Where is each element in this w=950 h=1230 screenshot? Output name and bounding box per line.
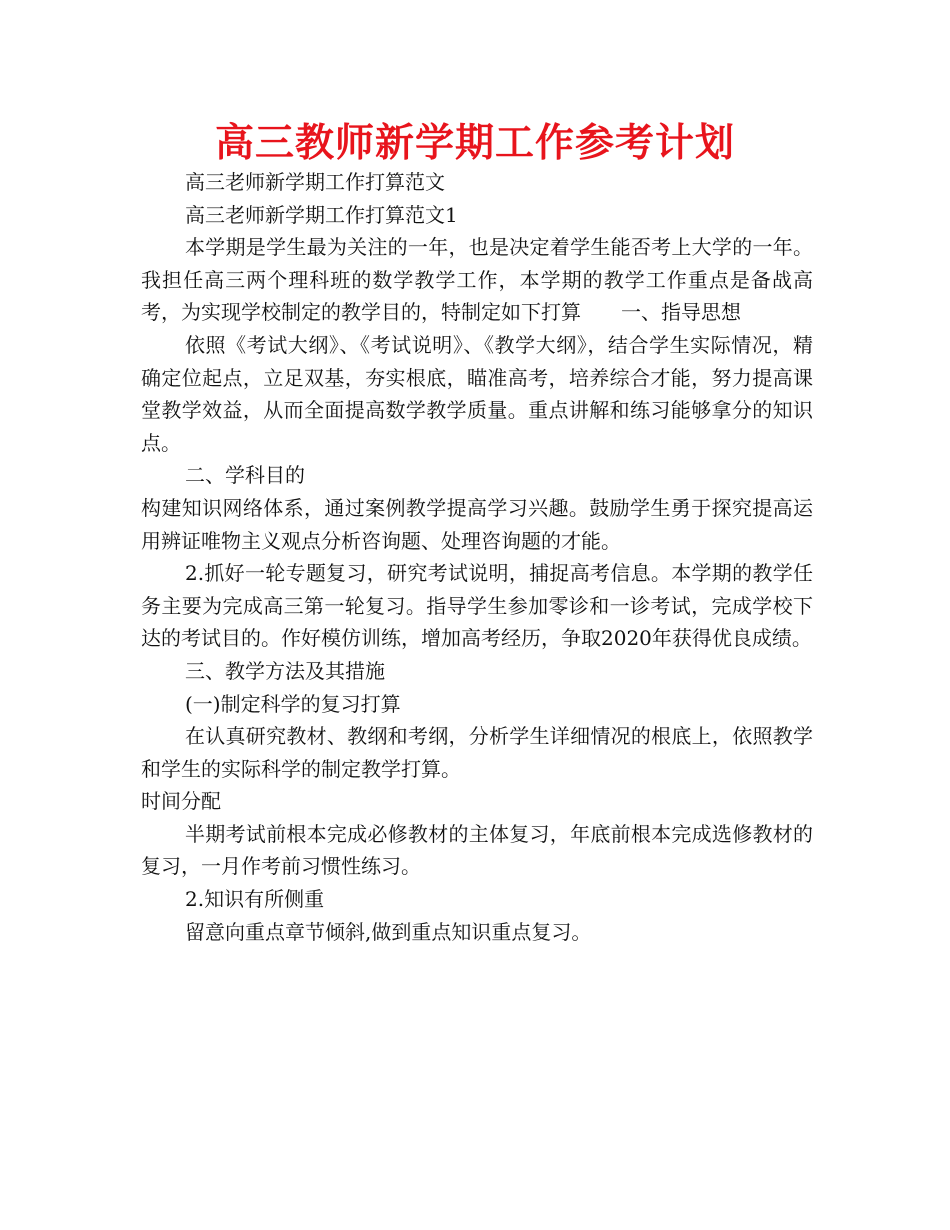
paragraph: 本学期是学生最为关注的一年，也是决定着学生能否考上大学的一年。我担任高三两个理科班的数学教学工作，本学期的教学工作重点是备战高考，为实现学校制定的教学目的，特制定如下打算 一、指导思想 xyxy=(141,235,813,325)
document-title: 高三教师新学期工作参考计划 xyxy=(214,121,735,166)
paragraph: 高三老师新学期工作打算范文1 xyxy=(185,202,458,227)
paragraph: 构建知识网络体系，通过案例教学提高学习兴趣。鼓励学生勇于探究提高运用辨证唯物主义观点分析咨询题、处理咨询题的才能。 xyxy=(141,495,813,553)
paragraph: 高三老师新学期工作打算范文 xyxy=(185,170,445,194)
paragraph: (一)制定科学的复习打算 xyxy=(185,691,401,716)
paragraph: 半期考试前根本完成必修教材的主体复习，年底前根本完成选修教材的复习，一月作考前习惯性练习。 xyxy=(141,821,813,879)
document-body xyxy=(141,166,813,948)
paragraph: 依照《考试大纲》、《考试说明》、《教学大纲》，结合学生实际情况，精确定位起点，立足双基，夯实根底，瞄准高考，培养综合才能，努力提高课堂教学效益，从而全面提高数学教学质量。重点讲解和练习能够拿分的知识点。 xyxy=(141,332,813,455)
paragraph: 在认真研究教材、教纲和考纲，分析学生详细情况的根底上，依照教学和学生的实际科学的制定教学打算。 xyxy=(141,724,813,781)
paragraph: 留意向重点章节倾斜,做到重点知识重点复习。 xyxy=(185,919,592,944)
paragraph: 2.抓好一轮专题复习，研究考试说明，捕捉高考信息。本学期的教学任务主要为完成高三第一轮复习。指导学生参加零诊和一诊考试，完成学校下达的考试目的。作好模仿训练，增加高考经历，争取2020年获得优良成绩。 xyxy=(141,561,813,651)
paragraph: 三、教学方法及其措施 xyxy=(185,658,385,683)
paragraph: 时间分配 xyxy=(141,789,221,814)
paragraph: 二、学科目的 xyxy=(185,463,305,488)
paragraph: 2.知识有所侧重 xyxy=(185,887,325,912)
